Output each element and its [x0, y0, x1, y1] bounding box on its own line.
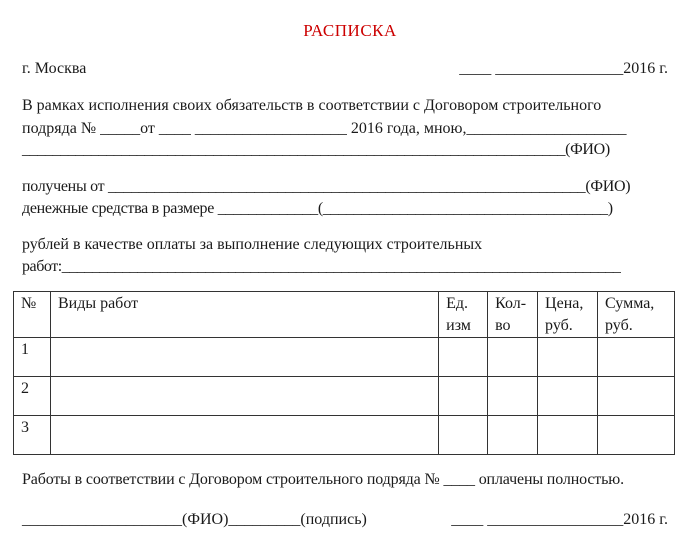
paragraph-contract-line-1: В рамках исполнения своих обязательств в соответствии с Договором строительного: [22, 97, 602, 114]
date-bottom: ____ _________________2016 г.: [451, 511, 668, 528]
header-sum: Сумма, руб.: [598, 292, 675, 338]
cell-price: [538, 338, 598, 377]
received-from-line: получены от ______________________________________________________________(ФИО): [22, 178, 631, 195]
amount-line: денежные средства в размере _____________(_____________________________________): [22, 200, 613, 217]
cell-unit: [439, 338, 488, 377]
cell-sum: [598, 416, 675, 455]
works-table: [13, 291, 675, 455]
signature-line: ____________________(ФИО)_________(подпись): [22, 511, 367, 528]
table-row: [14, 338, 675, 377]
cell-work-type: [50, 377, 438, 416]
cell-quantity: [488, 416, 538, 455]
row-number: 1: [14, 338, 51, 377]
cell-price: [538, 377, 598, 416]
cell-quantity: [488, 338, 538, 377]
table-row: [14, 377, 675, 416]
cell-price: [538, 416, 598, 455]
header-number: №: [14, 292, 51, 338]
cell-sum: [598, 377, 675, 416]
cell-sum: [598, 338, 675, 377]
cell-quantity: [488, 377, 538, 416]
paragraph-contract-line-3: _______________________________________________________________________(ФИО): [22, 141, 610, 158]
cell-unit: [439, 377, 488, 416]
cell-work-type: [50, 416, 438, 455]
city: г. Москва: [22, 60, 87, 77]
cell-unit: [439, 416, 488, 455]
paid-in-full-line: Работы в соответствии с Договором строительного подряда № ____ оплачены полностью.: [22, 471, 624, 488]
purpose-line-2: работ:__________________________________________________________________________: [22, 258, 621, 275]
purpose-line-1: рублей в качестве оплаты за выполнение следующих строительных: [22, 236, 483, 253]
receipt-title: РАСПИСКА: [303, 21, 397, 40]
header-unit: Ед. изм: [439, 292, 488, 338]
paragraph-contract-line-2: подряда № _____от ____ ___________________ 2016 года, мною,____________________: [22, 120, 627, 137]
row-number: 3: [14, 416, 51, 455]
header-quantity: Кол-во: [488, 292, 538, 338]
works-table-header-row: [14, 292, 675, 338]
header-price: Цена, руб.: [538, 292, 598, 338]
date-top: ____ ________________2016 г.: [459, 60, 668, 77]
table-row: [14, 416, 675, 455]
cell-work-type: [50, 338, 438, 377]
header-work-type: Виды работ: [50, 292, 438, 338]
row-number: 2: [14, 377, 51, 416]
